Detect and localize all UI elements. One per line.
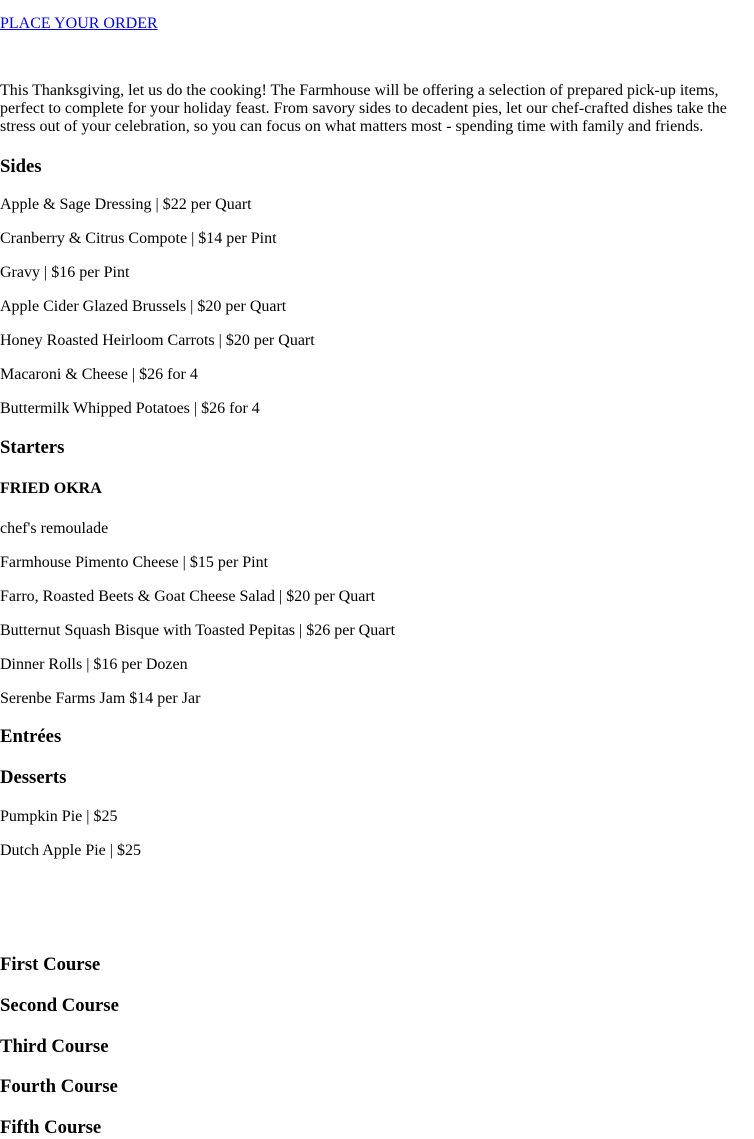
starters-subheading: FRIED OKRA (0, 480, 102, 497)
course-heading-fourth: Fourth Course (0, 1076, 118, 1097)
starters-item: Farro, Roasted Beets & Goat Cheese Salad | $20 per Quart (0, 588, 376, 605)
sides-item: Cranberry & Citrus Compote | $14 per Pint (0, 230, 277, 247)
place-order-link[interactable]: PLACE YOUR ORDER (0, 15, 158, 32)
sides-item: Honey Roasted Heirloom Carrots | $20 per Quart (0, 332, 315, 349)
desserts-item: Dutch Apple Pie | $25 (0, 842, 141, 859)
sides-item: Gravy | $16 per Pint (0, 264, 130, 281)
sides-item: Apple & Sage Dressing | $22 per Quart (0, 196, 252, 213)
starters-item: Dinner Rolls | $16 per Dozen (0, 656, 188, 673)
entrees-heading: Entrées (0, 726, 62, 747)
sides-item: Macaroni & Cheese | $26 for 4 (0, 366, 198, 383)
course-heading-third: Third Course (0, 1036, 109, 1057)
starters-heading: Starters (0, 437, 65, 458)
intro-paragraph: This Thanksgiving, let us do the cooking! The Farmhouse will be offering a selection of prepared pick-up items, perfect to complete for your holiday feast. From savory sides to decadent pies, let our chef-crafted dishes take the stress out of your celebration, so you can focus on what matters most - spending time with family and friends. (0, 82, 727, 135)
course-heading-fifth: Fifth Course (0, 1117, 102, 1138)
sides-item: Apple Cider Glazed Brussels | $20 per Quart (0, 298, 287, 315)
desserts-heading: Desserts (0, 767, 67, 788)
sides-item: Buttermilk Whipped Potatoes | $26 for 4 (0, 400, 260, 417)
course-heading-first: First Course (0, 954, 101, 975)
starters-item: Butternut Squash Bisque with Toasted Pepitas | $26 per Quart (0, 622, 396, 639)
starters-item: Farmhouse Pimento Cheese | $15 per Pint (0, 554, 269, 571)
starters-item: chef's remoulade (0, 520, 109, 537)
starters-item: Serenbe Farms Jam $14 per Jar (0, 690, 201, 707)
sides-heading: Sides (0, 156, 42, 177)
course-heading-second: Second Course (0, 995, 119, 1016)
desserts-item: Pumpkin Pie | $25 (0, 808, 118, 825)
